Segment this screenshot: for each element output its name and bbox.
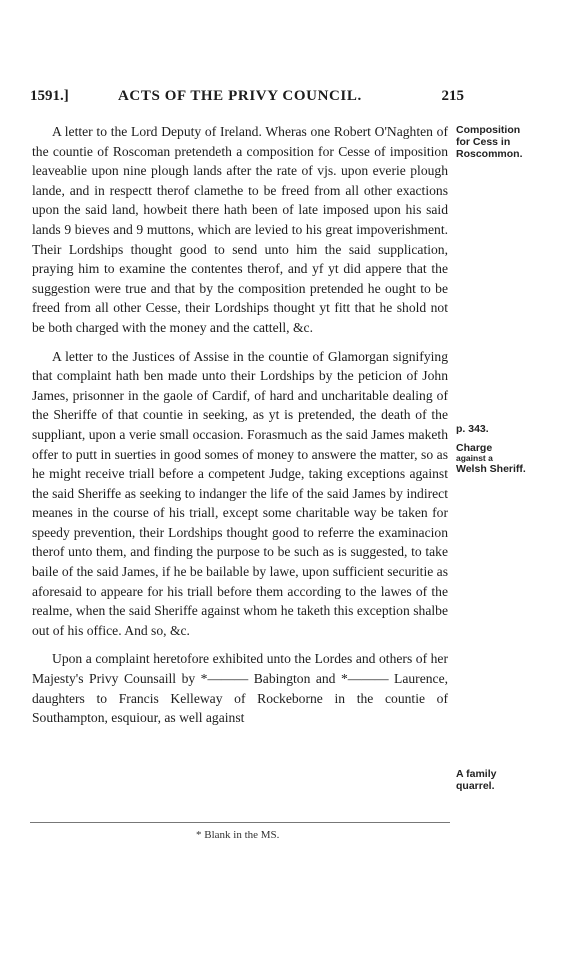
paragraph-roscommon-letter: A letter to the Lord Deputy of Ireland. Wheras one Robert O'Naghten of the countie of Roscoman pretendeth a composition for Cesse of imposition leaveablie upon nine plough lands after the rate of vjs. upon everie plough lande, and in respectt therof clamethe to be freed from all other exactions upon the said land, howbeit there hath been of late imposed upon his said lands 9 bieves and 9 muttons, which are levied to his great impoverishment. Their Lordships thought good to send unto him the said supplication, praying him to examine the contentes therof, and yf yt did appere that the suggestion were true and that by the composition pretended he ought to be freed from all other Cesse, their Lordships thought yt fitt that he shold not be both charged with the money and the cattell, &c. (32, 124, 448, 335)
margin-note-charge (456, 442, 564, 475)
page-reference: p. 343. (456, 423, 489, 435)
footnote: * Blank in the MS. (196, 829, 280, 841)
margin-note-line: against a (456, 453, 493, 463)
running-head-title: ACTS OF THE PRIVY COUNCIL. (118, 88, 362, 104)
margin-note-page-reference (456, 423, 564, 435)
margin-note-line: Composition (456, 124, 521, 136)
margin-note-line: Roscommon. (456, 148, 523, 160)
running-head (30, 88, 464, 108)
page-number: 215 (441, 88, 464, 104)
margin-note-line: A family (456, 768, 497, 780)
margin-note-line: quarrel. (456, 780, 495, 792)
margin-note-line: Welsh Sheriff. (456, 463, 526, 475)
margin-note-line: for Cess in (456, 136, 511, 148)
margin-note-line: Charge (456, 442, 493, 454)
margin-note-composition (456, 124, 564, 160)
footnote-rule (30, 822, 450, 823)
paragraph-glamorgan-letter: A letter to the Justices of Assise in the countie of Glamorgan signifying that complaint hath ben made unto their Lordships by the peticion of John James, prisonner in the gaole of Cardif, of hard and uncharitable dealing of the Sheriffe of that countie in seeking, as yt is pretended, the death of the suppliant, upon a verie small occasion. Forasmuch as the said James maketh offer to putt in suerties in good somes of money to answere the matter, so as he might receive triall before a competent Judge, taking exceptions against the said Sheriffe as seeking to indanger the life of the said James by indirect meanes in the course of his triall, except some charitable way be taken for speedy prevention, their Lordships thought good to referre the examinacion therof unto them, and finding the purpose to be such as is suggested, to take baile of the said James, if he be bailable by lawe, upon sufficient securitie as aforesaid to appeare for his triall before them according to the lawes of the realme, when the said Sheriffe against whom he taketh this exception shalbe out of his office. And so, &c. (32, 348, 448, 638)
paragraph-kelleway-complaint: Upon a complaint heretofore exhibited unto the Lordes and others of her Majesty's Privy Counsaill by *——— Babington and *——— Laurence, daughters to Francis Kelleway of Rockeborne in the countie of Southampton, esquiour, as well against (32, 651, 448, 726)
body-text (32, 122, 448, 728)
margin-note-family-quarrel (456, 768, 564, 792)
running-head-year: 1591.] (30, 88, 69, 104)
